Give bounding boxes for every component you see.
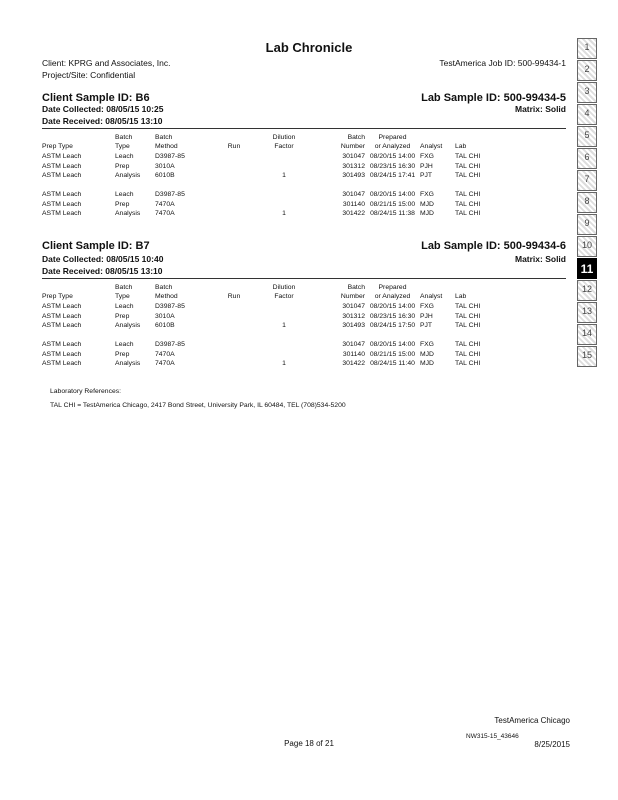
- prep-type: ASTM Leach: [42, 350, 82, 358]
- run: [213, 152, 255, 162]
- analyst: PJH: [420, 162, 433, 170]
- prep-type: ASTM Leach: [42, 191, 82, 198]
- prepared-date: 08/20/15 14:00: [369, 153, 416, 160]
- prep-type: ASTM Leach: [42, 322, 82, 329]
- chronicle-table: [42, 134, 542, 219]
- analyst: PJT: [420, 322, 433, 329]
- col-batch-method: Batch Method: [155, 134, 178, 150]
- date-received: Date Received: 08/05/15 13:10: [42, 266, 163, 276]
- batch-number: 301312: [342, 312, 365, 320]
- batch-method: 7470A: [155, 200, 175, 208]
- run: [213, 171, 255, 181]
- row-gap: [42, 331, 542, 341]
- section-tab[interactable]: [577, 148, 597, 169]
- row-gap: [42, 181, 542, 191]
- page-title: Lab Chronicle: [265, 40, 353, 55]
- run: [213, 200, 255, 210]
- section-tab-label: 10: [581, 240, 592, 250]
- lab: TAL CHI: [455, 172, 481, 179]
- analyst: PJH: [420, 312, 433, 320]
- section-tab[interactable]: [577, 126, 597, 147]
- lab: TAL CHI: [455, 360, 481, 367]
- client-sample-id: Client Sample ID: B7: [42, 240, 150, 252]
- run: [213, 359, 255, 369]
- chronicle-table: [42, 284, 542, 369]
- run: [213, 209, 255, 219]
- col-batch-number: Batch Number: [340, 284, 365, 300]
- analyst: FXG: [420, 191, 434, 198]
- analyst: PJT: [420, 172, 433, 179]
- table-header: [42, 134, 542, 152]
- section-divider: [42, 278, 566, 279]
- prep-type: ASTM Leach: [42, 312, 82, 320]
- section-tab[interactable]: [577, 38, 597, 59]
- dilution-factor: [255, 312, 313, 322]
- batch-method: D3987-85: [155, 341, 185, 348]
- section-tab-label: 3: [584, 86, 590, 96]
- section-tab[interactable]: [577, 258, 597, 279]
- table-row: [42, 209, 542, 219]
- lab: TAL CHI: [455, 191, 481, 198]
- batch-number: 301140: [342, 200, 365, 208]
- batch-method: 6010B: [155, 172, 175, 179]
- batch-type: Analysis: [115, 360, 141, 367]
- dilution-factor: 1: [282, 322, 286, 329]
- batch-method: D3987-85: [155, 153, 185, 160]
- section-tab[interactable]: [577, 170, 597, 191]
- dilution-factor: [255, 302, 313, 312]
- section-tab-label: 5: [584, 130, 590, 140]
- project-site: Project/Site: Confidential: [42, 70, 136, 80]
- dilution-factor: [255, 190, 313, 200]
- prep-type: ASTM Leach: [42, 341, 82, 348]
- analyst: FXG: [420, 303, 434, 310]
- batch-method: 7470A: [155, 210, 175, 217]
- dilution-factor: [255, 200, 313, 210]
- table-row: [42, 171, 542, 181]
- batch-method: D3987-85: [155, 303, 185, 310]
- job-id: TestAmerica Job ID: 500-99434-1: [439, 58, 566, 68]
- prep-type: ASTM Leach: [42, 162, 82, 170]
- table-row: [42, 321, 542, 331]
- run: [213, 340, 255, 350]
- section-tab[interactable]: [577, 104, 597, 125]
- analyst: MJD: [420, 200, 434, 208]
- batch-number: 301493: [342, 322, 365, 329]
- prepared-date: 08/20/15 14:00: [369, 303, 416, 310]
- section-tab[interactable]: [577, 280, 597, 301]
- batch-method: D3987-85: [155, 191, 185, 198]
- table-row: [42, 152, 542, 162]
- col-run: Run: [227, 142, 241, 150]
- col-batch-method: Batch Method: [155, 284, 178, 300]
- batch-type: Analysis: [115, 172, 141, 179]
- dilution-factor: 1: [282, 210, 286, 217]
- prep-type: ASTM Leach: [42, 172, 82, 179]
- date-received: Date Received: 08/05/15 13:10: [42, 116, 163, 126]
- lab: TAL CHI: [455, 350, 481, 358]
- batch-type: Leach: [115, 153, 134, 160]
- col-lab: Lab: [455, 292, 467, 300]
- batch-number: 301312: [342, 162, 365, 170]
- batch-type: Leach: [115, 191, 134, 198]
- batch-number: 301140: [342, 350, 365, 358]
- section-tab[interactable]: [577, 60, 597, 81]
- batch-number: 301047: [342, 191, 365, 198]
- batch-method: 6010B: [155, 322, 175, 329]
- lab: TAL CHI: [455, 322, 481, 329]
- analyst: MJD: [420, 210, 434, 217]
- batch-type: Prep: [115, 350, 130, 358]
- analyst: MJD: [420, 350, 434, 358]
- section-tab[interactable]: [577, 214, 597, 235]
- prepared-date: 08/24/15 17:41: [369, 172, 416, 179]
- prep-type: ASTM Leach: [42, 303, 82, 310]
- col-dilution: Dilution Factor: [272, 284, 296, 300]
- col-prepared: Prepared or Analyzed: [374, 284, 411, 300]
- date-collected: Date Collected: 08/05/15 10:40: [42, 254, 164, 264]
- section-tab-label: 7: [584, 174, 590, 184]
- prep-type: ASTM Leach: [42, 210, 82, 217]
- col-prep-type: Prep Type: [42, 142, 73, 150]
- col-analyst: Analyst: [420, 142, 443, 150]
- batch-number: 301493: [342, 172, 365, 179]
- document-code: NW315-15_43646: [466, 733, 519, 740]
- prepared-date: 08/24/15 17:50: [369, 322, 416, 329]
- batch-type: Prep: [115, 162, 130, 170]
- section-tab[interactable]: [577, 82, 597, 103]
- col-batch-number: Batch Number: [340, 134, 365, 150]
- prep-type: ASTM Leach: [42, 360, 82, 367]
- prepared-date: 08/20/15 14:00: [369, 191, 416, 198]
- table-row: [42, 302, 542, 312]
- section-tab-label: 2: [584, 64, 590, 74]
- batch-type: Analysis: [115, 322, 141, 329]
- lab: TAL CHI: [455, 200, 481, 208]
- section-tab-label: 15: [581, 350, 592, 360]
- client-name: Client: KPRG and Associates, Inc.: [42, 58, 171, 68]
- lab: TAL CHI: [455, 210, 481, 217]
- section-tab-label: 13: [581, 306, 592, 316]
- section-tabs: [577, 38, 599, 368]
- analyst: FXG: [420, 341, 434, 348]
- col-batch-type: Batch Type: [115, 134, 133, 150]
- batch-type: Leach: [115, 303, 134, 310]
- batch-method: 7470A: [155, 360, 175, 367]
- col-prep-type: Prep Type: [42, 292, 73, 300]
- lab: TAL CHI: [455, 153, 481, 160]
- references-title: Laboratory References:: [50, 388, 122, 395]
- batch-number: 301422: [342, 360, 365, 367]
- prep-type: ASTM Leach: [42, 153, 82, 160]
- lab: TAL CHI: [455, 162, 481, 170]
- dilution-factor: [255, 152, 313, 162]
- section-divider: [42, 128, 566, 129]
- section-tab-label: 11: [580, 262, 594, 276]
- run: [213, 302, 255, 312]
- section-tab-label: 1: [584, 42, 590, 52]
- section-tab-label: 6: [584, 152, 590, 162]
- batch-number: 301047: [342, 153, 365, 160]
- references-text: TAL CHI = TestAmerica Chicago, 2417 Bond Street, University Park, IL 60484, TEL (708)534-5200: [50, 402, 346, 409]
- batch-type: Prep: [115, 312, 130, 320]
- batch-type: Leach: [115, 341, 134, 348]
- batch-number: 301047: [342, 303, 365, 310]
- section-tab-label: 4: [584, 108, 590, 118]
- prepared-date: 08/23/15 16:30: [369, 312, 416, 320]
- matrix: Matrix: Solid: [514, 104, 566, 114]
- matrix: Matrix: Solid: [514, 254, 566, 264]
- col-analyst: Analyst: [420, 292, 443, 300]
- batch-method: 7470A: [155, 350, 175, 358]
- dilution-factor: 1: [282, 172, 286, 179]
- prepared-date: 08/24/15 11:40: [370, 360, 415, 367]
- lab: TAL CHI: [455, 303, 481, 310]
- dilution-factor: 1: [282, 360, 286, 367]
- section-tab-label: 12: [581, 284, 592, 294]
- prepared-date: 08/21/15 15:00: [369, 200, 416, 208]
- section-tab-label: 8: [584, 196, 590, 206]
- prepared-date: 08/21/15 15:00: [369, 350, 416, 358]
- col-batch-type: Batch Type: [115, 284, 133, 300]
- run: [213, 350, 255, 360]
- batch-method: 3010A: [155, 162, 175, 170]
- batch-method: 3010A: [155, 312, 175, 320]
- section-tab[interactable]: [577, 302, 597, 323]
- lab-sample-id: Lab Sample ID: 500-99434-6: [421, 240, 566, 252]
- lab: TAL CHI: [455, 341, 481, 348]
- col-dilution: Dilution Factor: [272, 134, 296, 150]
- analyst: MJD: [420, 360, 434, 367]
- batch-type: Analysis: [115, 210, 141, 217]
- page-number: Page 18 of 21: [284, 739, 334, 748]
- section-tab-label: 9: [584, 218, 590, 228]
- table-row: [42, 162, 542, 172]
- table-header: [42, 284, 542, 302]
- table-row: [42, 340, 542, 350]
- section-tab[interactable]: [577, 346, 597, 367]
- table-row: [42, 359, 542, 369]
- lab: TAL CHI: [455, 312, 481, 320]
- table-row: [42, 200, 542, 210]
- prepared-date: 08/20/15 14:00: [369, 341, 416, 348]
- client-sample-id: Client Sample ID: B6: [42, 92, 150, 104]
- table-row: [42, 190, 542, 200]
- dilution-factor: [255, 162, 313, 172]
- col-run: Run: [227, 292, 241, 300]
- col-prepared: Prepared or Analyzed: [374, 134, 411, 150]
- table-row: [42, 350, 542, 360]
- section-tab-label: 14: [581, 328, 592, 338]
- analyst: FXG: [420, 153, 434, 160]
- run: [213, 190, 255, 200]
- section-tab[interactable]: [577, 192, 597, 213]
- table-row: [42, 312, 542, 322]
- report-date: 8/25/2015: [534, 740, 570, 749]
- run: [213, 321, 255, 331]
- dilution-factor: [255, 350, 313, 360]
- prep-type: ASTM Leach: [42, 200, 82, 208]
- section-tab[interactable]: [577, 236, 597, 257]
- batch-number: 301047: [342, 341, 365, 348]
- lab-sample-id: Lab Sample ID: 500-99434-5: [421, 92, 566, 104]
- prepared-date: 08/23/15 16:30: [369, 162, 416, 170]
- dilution-factor: [255, 340, 313, 350]
- footer-company: TestAmerica Chicago: [494, 716, 570, 725]
- batch-number: 301422: [342, 210, 365, 217]
- batch-type: Prep: [115, 200, 130, 208]
- date-collected: Date Collected: 08/05/15 10:25: [42, 104, 164, 114]
- run: [213, 162, 255, 172]
- prepared-date: 08/24/15 11:38: [370, 210, 415, 217]
- col-lab: Lab: [455, 142, 467, 150]
- run: [213, 312, 255, 322]
- section-tab[interactable]: [577, 324, 597, 345]
